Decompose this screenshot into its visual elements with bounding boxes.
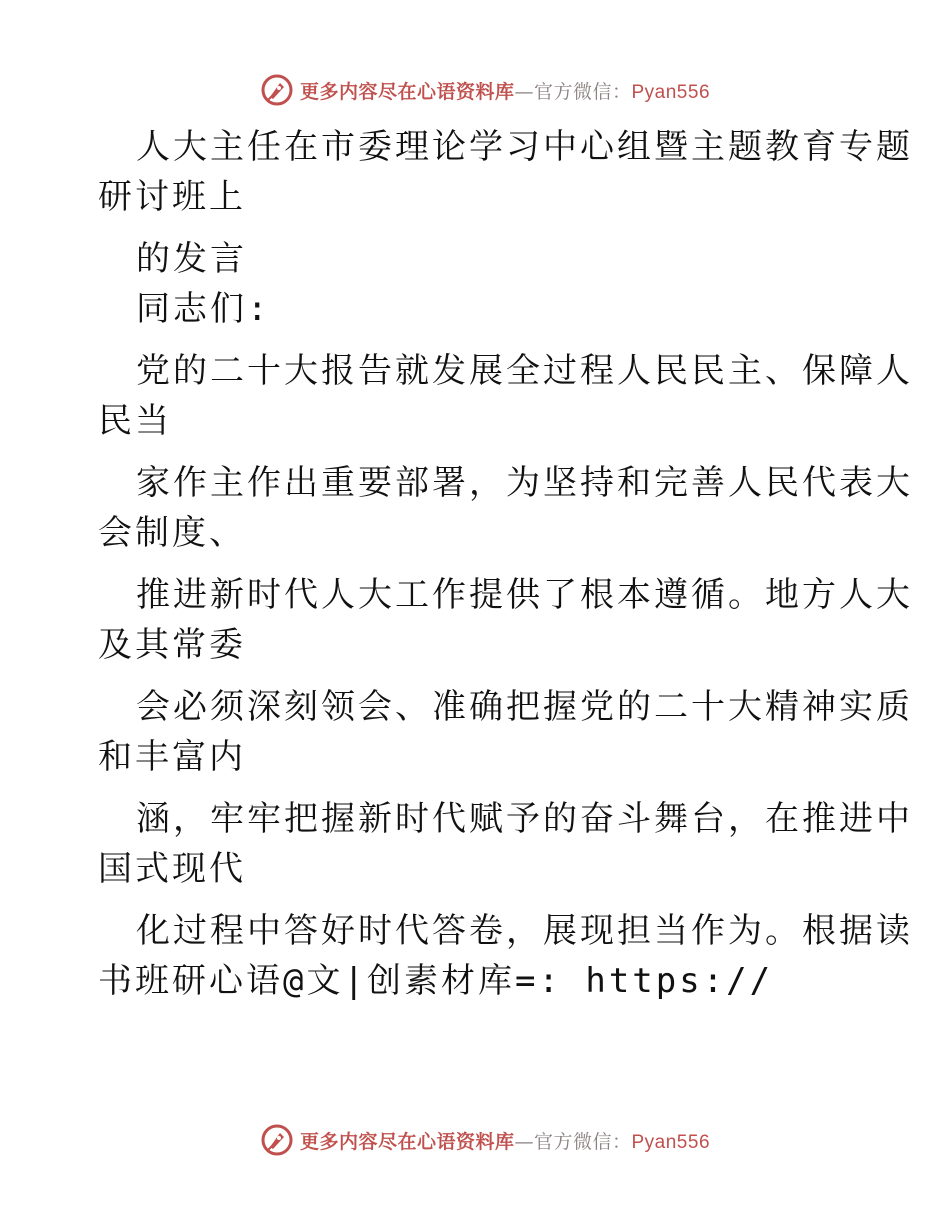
watermark-text: 更多内容尽在心语资料库—官方微信：Pyan556 [299,80,711,103]
document-line: 党的二十大报告就发展全过程人民民主、保障人 [136,351,913,391]
watermark-group [260,73,710,107]
watermark-group [260,1123,710,1157]
document-line: 的发言 [136,239,247,279]
document-body [98,122,913,1006]
document-line: 同志们: [136,289,271,329]
document-line: 推进新时代人大工作提供了根本遵循。地方人大 [136,575,913,615]
document-line: 民当 [98,401,172,441]
document-line: 及其常委 [98,625,246,665]
pen-nib-circle-icon [260,73,294,107]
document-line: 会制度、 [98,513,246,553]
header-watermark [0,70,950,110]
document-line: 化过程中答好时代答卷，展现担当作为。根据读 [136,911,913,951]
pen-nib-circle-icon [260,1123,294,1157]
watermark-text: 更多内容尽在心语资料库—官方微信：Pyan556 [299,1130,711,1153]
document-line: 会必须深刻领会、准确把握党的二十大精神实质 [136,687,913,727]
document-line: 书班研心语@文|创素材库=: https:// [98,961,774,1001]
document-line: 家作主作出重要部署，为坚持和完善人民代表大 [136,463,913,503]
document-line: 人大主任在市委理论学习中心组暨主题教育专题 [136,127,913,167]
document-line: 国式现代 [98,849,246,889]
document-line: 和丰富内 [98,737,246,777]
footer-watermark [0,1120,950,1160]
document-line: 涵，牢牢把握新时代赋予的奋斗舞台，在推进中 [136,799,913,839]
document-line: 研讨班上 [98,177,246,217]
